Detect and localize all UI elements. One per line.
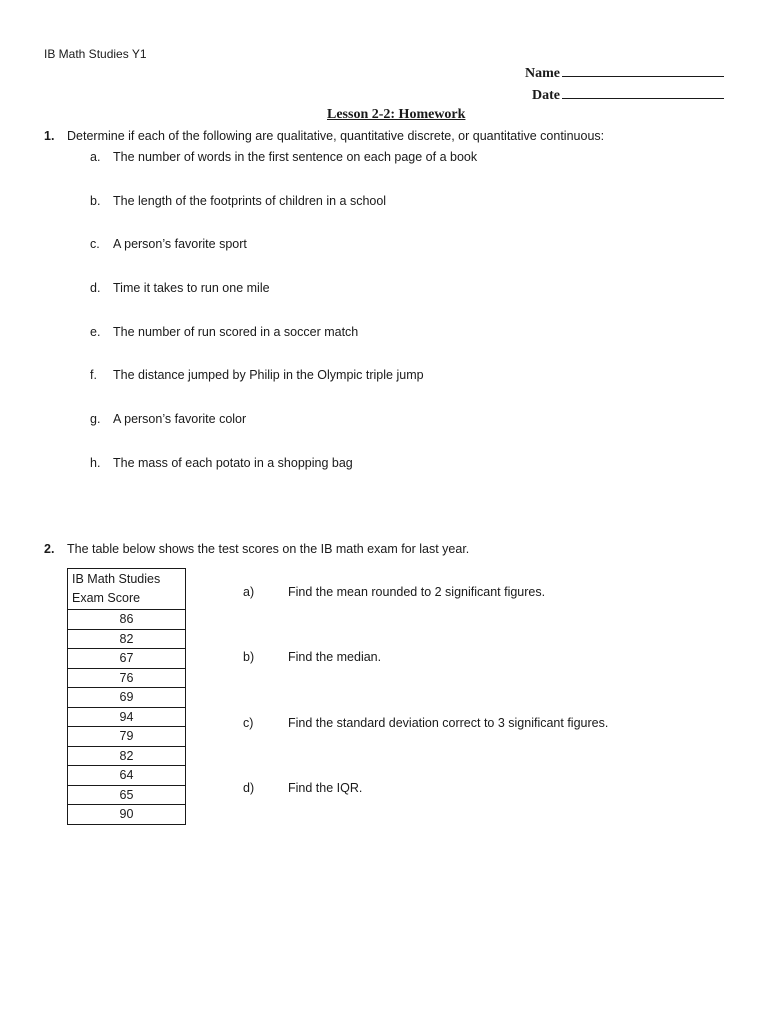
item-letter: e. xyxy=(90,324,101,339)
page-title: Lesson 2-2: Homework xyxy=(327,107,466,122)
score-cell: 64 xyxy=(68,766,186,786)
table-header-line1: IB Math Studies xyxy=(72,572,161,586)
item-text: The mass of each potato in a shopping bag xyxy=(113,455,353,470)
course-label: IB Math Studies Y1 xyxy=(44,47,147,61)
item-text: A person’s favorite color xyxy=(113,412,247,427)
item-letter: h. xyxy=(90,455,101,470)
exam-score-table xyxy=(67,568,186,825)
table-header-row xyxy=(68,569,186,610)
score-cell: 79 xyxy=(68,727,186,747)
name-blank-line xyxy=(562,64,724,77)
table-row xyxy=(68,629,186,649)
score-cell: 82 xyxy=(68,629,186,649)
name-label: Name xyxy=(525,66,560,81)
question-2-prompt: The table below shows the test scores on the IB math exam for last year. xyxy=(67,542,470,556)
question-1-prompt: Determine if each of the following are qualitative, quantitative discrete, or quantitative continuous: xyxy=(67,129,605,143)
part-label: b) xyxy=(243,650,255,665)
score-cell: 67 xyxy=(68,649,186,669)
part-label: a) xyxy=(243,585,255,599)
item-letter: d. xyxy=(90,281,101,296)
part-label: d) xyxy=(243,780,255,795)
question-1-number: 1. xyxy=(44,129,55,143)
table-row xyxy=(68,766,186,786)
name-date-block xyxy=(525,64,724,108)
item-text: Time it takes to run one mile xyxy=(113,281,270,296)
table-row xyxy=(68,785,186,805)
part-label: c) xyxy=(243,715,254,730)
table-row xyxy=(68,668,186,688)
table-row xyxy=(68,610,186,630)
part-text: Find the mean rounded to 2 significant figures. xyxy=(288,585,546,599)
table-row xyxy=(68,649,186,669)
name-row xyxy=(525,64,724,86)
item-text: The length of the footprints of children in a school xyxy=(113,193,387,208)
score-cell: 69 xyxy=(68,688,186,708)
item-text: The number of words in the first sentence on each page of a book xyxy=(113,150,478,164)
item-letter: f. xyxy=(90,368,97,383)
table-row xyxy=(68,727,186,747)
table-row xyxy=(68,805,186,825)
table-header-line2: Exam Score xyxy=(72,591,141,605)
item-letter: a. xyxy=(90,150,101,164)
date-blank-line xyxy=(562,86,724,99)
item-letter: g. xyxy=(90,412,101,427)
score-cell: 90 xyxy=(68,805,186,825)
table-row xyxy=(68,688,186,708)
score-cell: 86 xyxy=(68,610,186,630)
item-letter: b. xyxy=(90,193,101,208)
score-cell: 94 xyxy=(68,707,186,727)
item-text: The distance jumped by Philip in the Olympic triple jump xyxy=(113,368,424,383)
item-text: The number of run scored in a soccer match xyxy=(113,324,359,339)
score-cell: 65 xyxy=(68,785,186,805)
table-row xyxy=(68,746,186,766)
part-text: Find the standard deviation correct to 3 significant figures. xyxy=(288,715,609,730)
question-2-number: 2. xyxy=(44,542,55,556)
part-text: Find the median. xyxy=(288,650,382,665)
item-letter: c. xyxy=(90,237,100,252)
score-cell: 82 xyxy=(68,746,186,766)
score-cell: 76 xyxy=(68,668,186,688)
part-text: Find the IQR. xyxy=(288,780,363,795)
item-text: A person’s favorite sport xyxy=(113,237,247,252)
table-row xyxy=(68,707,186,727)
date-row xyxy=(525,86,724,108)
date-label: Date xyxy=(532,88,560,103)
table-header xyxy=(68,569,186,610)
